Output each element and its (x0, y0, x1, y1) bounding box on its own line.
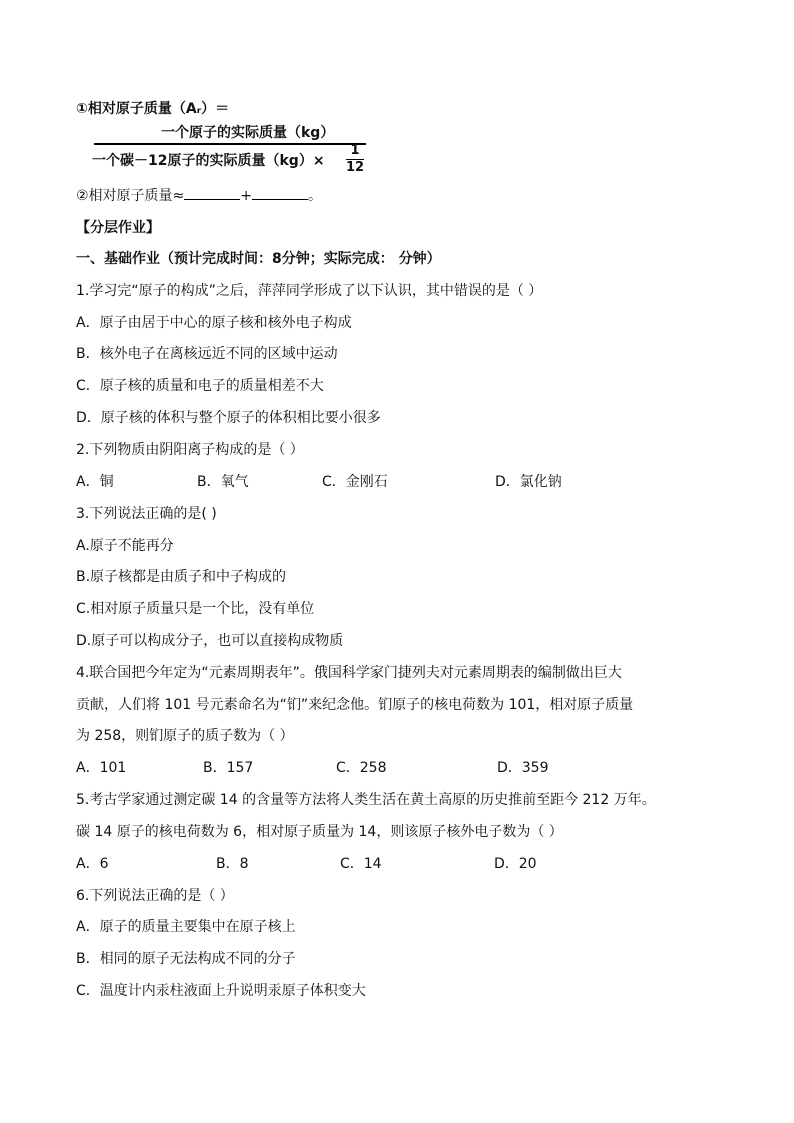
question-3-stem: 3.下列说法正确的是( ) (76, 506, 217, 522)
section-title: 【分层作业】 (76, 220, 160, 236)
question-5-option-c[interactable]: C．14 (340, 856, 382, 872)
question-2-stem: 2.下列物质由阴阳离子构成的是（ ） (76, 442, 304, 458)
one-twelfth-fraction (344, 144, 366, 175)
question-6-stem: 6.下列说法正确的是（ ） (76, 888, 234, 904)
question-3-option-d[interactable]: D.原子可以构成分子，也可以直接构成物质 (76, 633, 344, 649)
question-5-stem-line-2: 碳 14 原子的核电荷数为 6，相对原子质量为 14，则该原子核外电子数为（ ） (76, 824, 563, 840)
question-4-option-c[interactable]: C．258 (336, 760, 387, 776)
question-2-option-c[interactable]: C．金刚石 (322, 474, 388, 490)
question-2-option-a[interactable]: A．铜 (76, 474, 114, 490)
question-1-option-c[interactable]: C．原子核的质量和电子的质量相差不大 (76, 378, 324, 394)
subsection-title: 一、基础作业（预计完成时间：8分钟；实际完成： 分钟） (76, 251, 441, 267)
question-6-option-a[interactable]: A．原子的质量主要集中在原子核上 (76, 919, 296, 935)
formula-title: ①相对原子质量（Aᵣ）＝ (76, 101, 230, 117)
question-2-option-b[interactable]: B．氧气 (197, 474, 249, 490)
question-4-stem-line-2: 贡献，人们将 101 号元素命名为“钔”来纪念他。钔原子的核电荷数为 101，相对原子质量 (76, 697, 634, 713)
question-5-option-d[interactable]: D．20 (494, 856, 537, 872)
fraction-numerator: 1 (350, 143, 360, 158)
relative-atomic-mass-formula (76, 94, 376, 180)
question-3-option-c[interactable]: C.相对原子质量只是一个比，没有单位 (76, 601, 315, 617)
question-4-option-b[interactable]: B．157 (203, 760, 254, 776)
question-4-stem-line-3: 为 258，则钔原子的质子数为（ ） (76, 728, 294, 744)
question-2-option-d[interactable]: D．氯化钠 (495, 474, 562, 490)
question-3-option-b[interactable]: B.原子核都是由质子和中子构成的 (76, 569, 287, 585)
question-5-option-a[interactable]: A．6 (76, 856, 109, 872)
fraction-denominator: 12 (345, 160, 365, 175)
formula-numerator: 一个原子的实际质量（kg） (161, 125, 335, 141)
blank-1[interactable] (184, 187, 240, 200)
question-6-option-c[interactable]: C．温度计内汞柱液面上升说明汞原子体积变大 (76, 983, 366, 999)
question-5-stem-line-1: 5.考古学家通过测定碳 14 的含量等方法将人类生活在黄土高原的历史推前至距今 212 万年。 (76, 792, 656, 808)
question-5-option-b[interactable]: B．8 (216, 856, 249, 872)
question-4-option-d[interactable]: D．359 (497, 760, 549, 776)
question-1-option-d[interactable]: D．原子核的体积与整个原子的体积相比要小很多 (76, 410, 381, 426)
question-1-option-b[interactable]: B．核外电子在离核远近不同的区域中运动 (76, 346, 338, 362)
formula-denominator: 一个碳－12原子的实际质量（kg）× (92, 153, 325, 169)
question-4-option-a[interactable]: A．101 (76, 760, 127, 776)
question-1-stem: 1.学习完“原子的构成”之后，萍萍同学形成了以下认识，其中错误的是（ ） (76, 283, 543, 299)
question-6-option-b[interactable]: B．相同的原子无法构成不同的分子 (76, 951, 296, 967)
approx-formula: ②相对原子质量≈ + 。 (76, 188, 323, 204)
question-1-option-a[interactable]: A．原子由居于中心的原子核和核外电子构成 (76, 315, 352, 331)
question-4-stem-line-1: 4.联合国把今年定为“元素周期表年”。俄国科学家门捷列夫对元素周期表的编制做出巨大 (76, 665, 622, 681)
blank-2[interactable] (252, 187, 308, 200)
question-3-option-a[interactable]: A.原子不能再分 (76, 538, 174, 554)
fraction-rule (94, 143, 366, 145)
